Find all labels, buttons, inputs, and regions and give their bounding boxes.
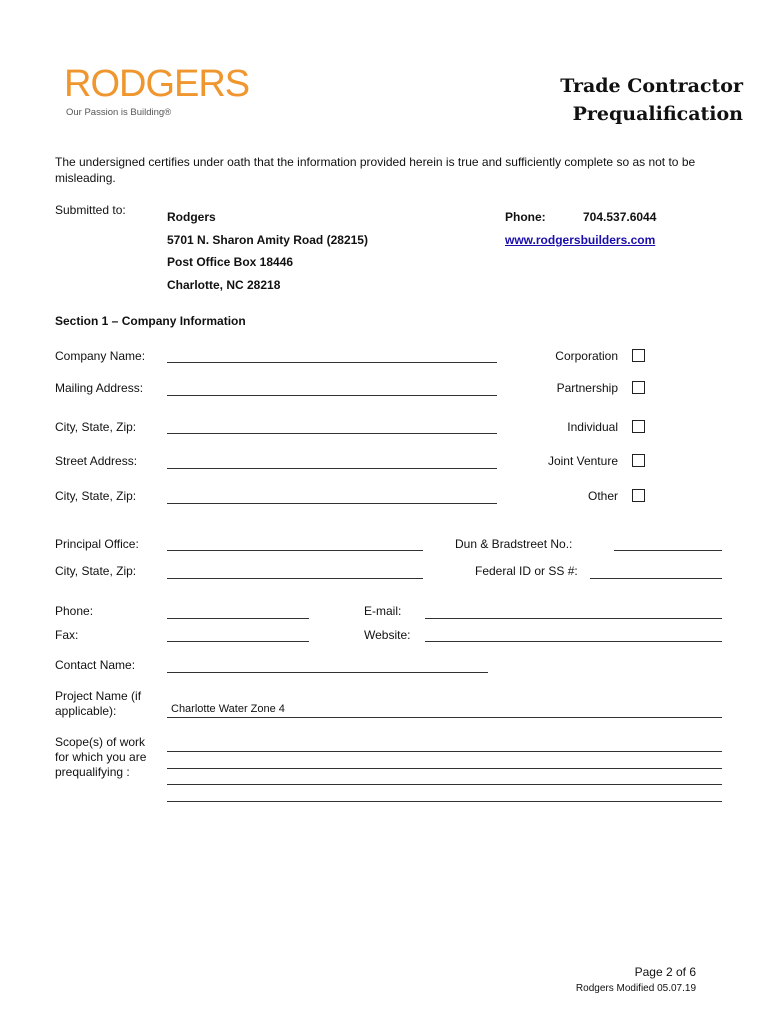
recipient-address-3: Charlotte, NC 28218 [167, 278, 281, 292]
recipient-address-1: 5701 N. Sharon Amity Road (28215) [167, 233, 368, 247]
contact-name-field[interactable] [167, 672, 488, 673]
principal-office-label: Principal Office: [55, 537, 139, 551]
scope-field-line-3[interactable] [167, 784, 722, 785]
office-city-state-zip-field[interactable] [167, 578, 423, 579]
fax-field[interactable] [167, 641, 309, 642]
scope-label-line-1: Scope(s) of work [55, 735, 146, 749]
recipient-website-link[interactable]: www.rodgersbuilders.com [505, 233, 656, 247]
company-name-label: Company Name: [55, 349, 146, 363]
certification-text: The undersigned certifies under oath that the information provided herein is true and sufficiently complete so as not to be misleading. [55, 155, 696, 185]
federal-id-field[interactable] [590, 578, 722, 579]
project-name-field[interactable] [167, 717, 722, 718]
mailing-address-field[interactable] [167, 395, 497, 396]
street-address-field[interactable] [167, 468, 497, 469]
project-name-label-line-2: applicable): [55, 704, 117, 718]
email-field[interactable] [425, 618, 722, 619]
project-name-value[interactable]: Charlotte Water Zone 4 [171, 703, 285, 715]
logo-tagline: Our Passion is Building® [66, 107, 172, 118]
company-name-field[interactable] [167, 362, 497, 363]
recipient-address-2: Post Office Box 18446 [167, 255, 294, 269]
scope-label-line-2: for which you are [55, 750, 147, 764]
partnership-checkbox[interactable] [632, 381, 645, 394]
phone-field[interactable] [167, 618, 309, 619]
email-label: E-mail: [364, 604, 402, 618]
other-label: Other [587, 489, 618, 503]
revision-note: Rodgers Modified 05.07.19 [575, 983, 696, 994]
document-title [560, 72, 743, 128]
website-label: Website: [364, 628, 411, 642]
mailing-city-state-zip-label: City, State, Zip: [55, 420, 137, 434]
submitted-to-label: Submitted to: [55, 203, 126, 217]
recipient-phone-label: Phone: [505, 210, 546, 224]
corporation-label: Corporation [555, 349, 618, 363]
page-number: Page 2 of 6 [634, 965, 696, 979]
recipient-name: Rodgers [167, 210, 216, 224]
title-line-2: Prequalification [572, 103, 743, 125]
scope-field-line-1[interactable] [167, 751, 722, 752]
website-field[interactable] [425, 641, 722, 642]
scope-field-line-2[interactable] [167, 768, 722, 769]
other-checkbox[interactable] [632, 489, 645, 502]
scope-field-line-4[interactable] [167, 801, 722, 802]
phone-label: Phone: [55, 604, 94, 618]
principal-office-field[interactable] [167, 550, 423, 551]
individual-checkbox[interactable] [632, 420, 645, 433]
street-address-label: Street Address: [55, 454, 138, 468]
street-city-state-zip-label: City, State, Zip: [55, 489, 137, 503]
joint-venture-checkbox[interactable] [632, 454, 645, 467]
individual-label: Individual [567, 420, 618, 434]
project-name-label-line-1: Project Name (if [55, 689, 142, 703]
partnership-label: Partnership [556, 381, 618, 395]
joint-venture-label: Joint Venture [547, 454, 618, 468]
section-1-heading: Section 1 – Company Information [55, 314, 246, 328]
title-line-1: Trade Contractor [560, 75, 743, 97]
fax-label: Fax: [55, 628, 79, 642]
recipient-phone: 704.537.6044 [583, 210, 657, 224]
street-city-state-zip-field[interactable] [167, 503, 497, 504]
dun-bradstreet-field[interactable] [614, 550, 722, 551]
mailing-address-label: Mailing Address: [55, 381, 144, 395]
rodgers-logo [64, 64, 264, 120]
dun-bradstreet-label: Dun & Bradstreet No.: [455, 537, 573, 551]
mailing-city-state-zip-field[interactable] [167, 433, 497, 434]
federal-id-label: Federal ID or SS #: [475, 564, 578, 578]
office-city-state-zip-label: City, State, Zip: [55, 564, 137, 578]
corporation-checkbox[interactable] [632, 349, 645, 362]
scope-label-line-3: prequalifying : [55, 765, 130, 779]
logo-wordmark: RODGERS [64, 63, 250, 105]
contact-name-label: Contact Name: [55, 658, 136, 672]
